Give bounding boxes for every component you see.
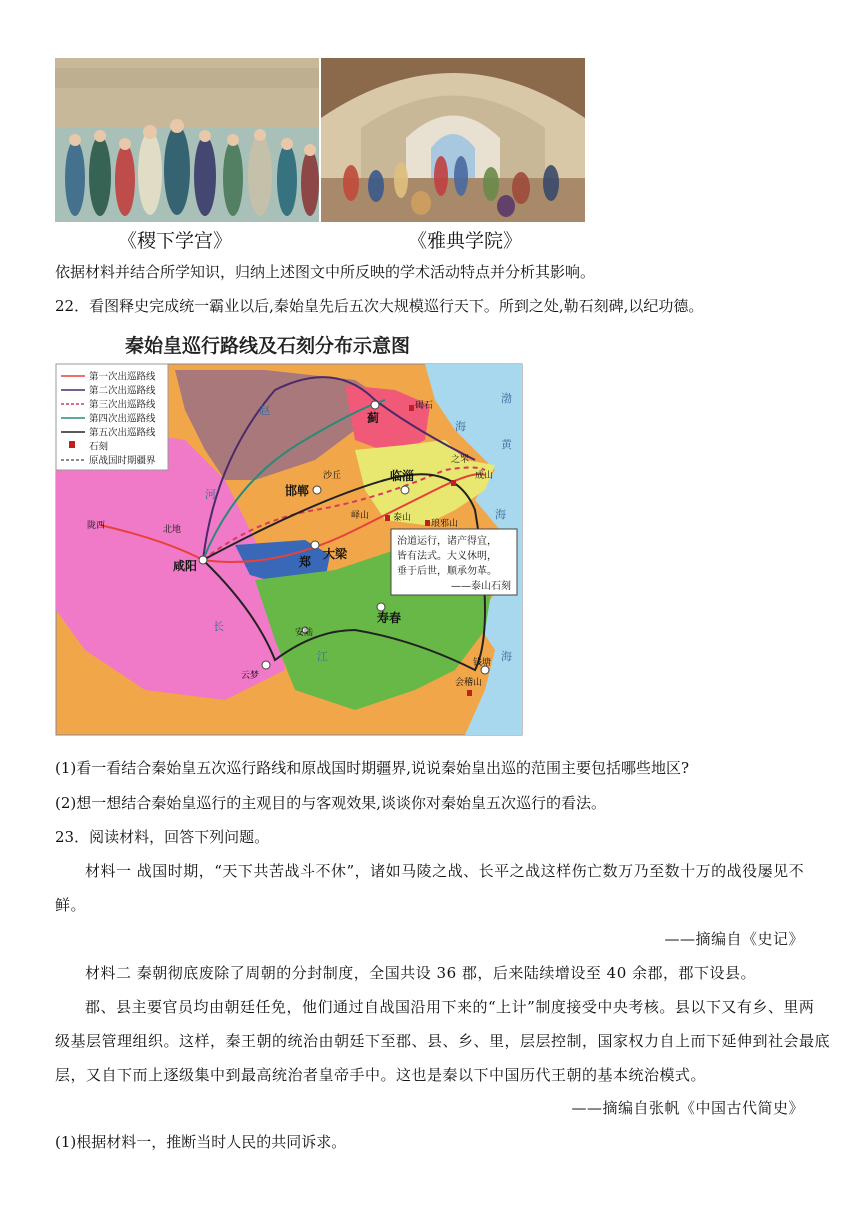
material-1-line-1: 材料一 战国时期，“天下共苦战斗不休”，诸如马陵之战、长平之战这样伤亡数万乃至数十万的战役屡见不 [85, 862, 805, 880]
q23-question-1: (1)根据材料一，推断当时人民的共同诉求。 [55, 1133, 347, 1151]
legend-label: 第三次出巡路线 [89, 399, 156, 411]
athens-school-image [321, 58, 585, 222]
map-place-label: 蓟 [367, 411, 380, 425]
map-sea-label: 海 [501, 650, 512, 663]
legend-label: 原战国时期疆界 [89, 455, 156, 467]
map-sea-label: 海 [495, 508, 506, 521]
material-2-line-1: 材料二 秦朝彻底废除了周朝的分封制度，全国共设 36 郡，后来陆续增设至 40 余郡，郡下设县。 [85, 964, 757, 982]
map-sea-label: 黄 [501, 438, 512, 451]
map-place-label: 沙丘 [323, 471, 342, 481]
q22-intro: 22．看图释史完成统一霸业以后,秦始皇先后五次大规模巡行天下。所到之处,勒石刻碑,以纪功德。 [55, 297, 704, 315]
material-1-line-2: 鲜。 [55, 896, 87, 914]
material-1-source: ——摘编自《史记》 [664, 930, 804, 948]
inscription-line: ——泰山石刻 [451, 581, 511, 592]
map-sea-label: 渤 [501, 392, 512, 405]
material-2-source: ——摘编自张帆《中国古代简史》 [571, 1099, 804, 1117]
map-river-label: 长 [213, 620, 224, 633]
map-sea-label: 海 [455, 420, 466, 433]
legend-label: 第二次出巡路线 [89, 385, 156, 397]
map-river-label: 河 [205, 488, 216, 501]
legend-swatch [69, 441, 75, 448]
inscription-line: 皆有法式。大义休明， [397, 551, 497, 562]
map-place-label: 会稽山 [455, 678, 483, 688]
q21-prompt: 依据材料并结合所学知识，归纳上述图文中所反映的学术活动特点并分析其影响。 [55, 263, 596, 281]
map-river-label: 江 [317, 650, 328, 663]
q23-intro: 23．阅读材料，回答下列问题。 [55, 828, 270, 846]
map-place-label: 陇西 [87, 521, 106, 531]
inscription-line: 垂于后世，顺承勿革。 [397, 566, 497, 577]
legend-label: 第一次出巡路线 [89, 371, 156, 383]
map-place-label: 峄山 [351, 511, 370, 521]
legend-label: 第四次出巡路线 [89, 413, 156, 425]
map-place-label: 泰山 [393, 513, 412, 523]
map-place-label: 邯郸 [285, 484, 310, 498]
map-place-label: 之罘 [451, 455, 470, 465]
material-2-line-4: 层，又自下而上逐级集中到最高统治者皇帝手中。这也是秦以下中国历代王朝的基本统治模式。 [55, 1066, 707, 1084]
jixia-academy-image [55, 58, 319, 222]
map-place-label: 琅邪山 [431, 519, 459, 529]
material-2-line-3: 级基层管理组织。这样，秦王朝的统治由朝廷下至郡、县、乡、里，层层控制，国家权力自上而下延伸到社会最底 [55, 1032, 831, 1050]
map-place-label: 大梁 [323, 547, 348, 561]
q22-question-1: (1)看一看结合秦始皇五次巡行路线和原战国时期疆界,说说秦始皇出巡的范围主要包括哪些地区? [55, 759, 690, 777]
athens-caption: 《雅典学院》 [408, 230, 523, 252]
map-place-label: 云梦 [241, 671, 260, 681]
qin-tour-map [55, 330, 523, 736]
map-place-label: 郑 [299, 555, 312, 569]
map-place-label: 咸阳 [173, 559, 198, 573]
legend-label: 石刻 [89, 441, 109, 453]
q22-question-2: (2)想一想结合秦始皇巡行的主观目的与客观效果,谈谈你对秦始皇五次巡行的看法。 [55, 794, 607, 812]
jixia-caption: 《稷下学宫》 [118, 230, 233, 252]
map-place-label: 钱塘 [473, 658, 492, 668]
map-place-label: 北地 [163, 525, 182, 535]
map-place-label: 临淄 [390, 469, 415, 483]
map-place-label: 安陆 [295, 628, 314, 638]
map-region-label: 赵 [259, 404, 270, 417]
map-place-label: 碣石 [415, 401, 434, 411]
map-title: 秦始皇巡行路线及石刻分布示意图 [125, 335, 411, 357]
map-place-label: 成山 [475, 471, 494, 481]
map-place-label: 寿春 [377, 611, 402, 625]
legend-label: 第五次出巡路线 [89, 427, 156, 439]
inscription-line: 治道运行，诸产得宜， [397, 536, 497, 547]
material-2-line-2: 郡、县主要官员均由朝廷任免，他们通过自战国沿用下来的“上计”制度接受中央考核。县以下又有乡、里两 [85, 998, 815, 1016]
